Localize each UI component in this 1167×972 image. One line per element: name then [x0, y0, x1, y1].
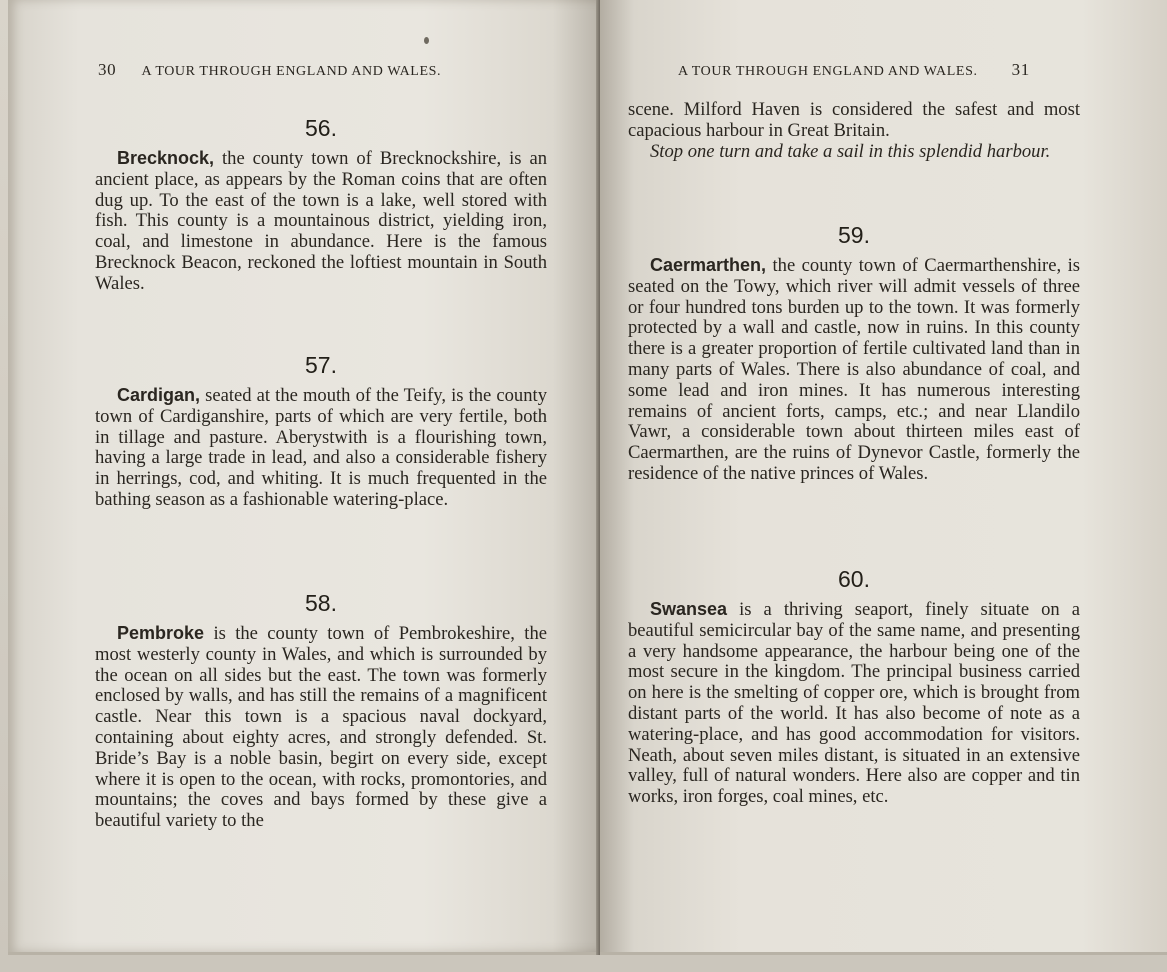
left-running-head-title: A TOUR THROUGH ENGLAND AND WALES.: [141, 64, 442, 79]
section-number: 58.: [305, 590, 337, 616]
section-number: 57.: [305, 352, 337, 378]
section-text: seated at the mouth of the Teify, is the county town of Cardiganshire, parts of which are very fertile, both in tillage and pasture. Aberystwith is a flourishing town, having a large trade in lead, and also a considerable fishery in herrings, cod, and whiting. It is much frequented in the bathing season as a fashionable watering-place.: [95, 385, 547, 510]
section-paragraph: [628, 255, 1080, 485]
section-lead: Pembroke: [117, 623, 205, 643]
section-text: is a thriving seaport, finely situate on a beautiful semicircular bay of the same name, and presenting a very handsome appearance, the harbour being one of the most secure in the kingdom. The principal business carried on here is the smelting of copper ore, which is brought from distant parts of the world. It has also become of note as a watering-place, and has good accommodation for visitors. Neath, about seven miles distant, is situated in an extensive valley, full of natural wonders. Here also are copper and tin works, iron forges, coal mines, etc.: [628, 599, 1080, 808]
right-page-number: 31: [1011, 60, 1030, 79]
paper-speck: [424, 37, 429, 44]
section-lead: Swansea: [650, 599, 728, 619]
continuation-block: [628, 100, 1080, 162]
section-60: [628, 566, 1080, 808]
section-lead: Cardigan,: [117, 385, 201, 405]
section-paragraph: [95, 148, 547, 295]
right-page: [600, 0, 1167, 955]
game-instruction-text: Stop one turn and take a sail in this splendid harbour.: [650, 140, 1051, 162]
section-lead: Brecknock,: [117, 148, 215, 168]
left-page-number: 30: [98, 60, 117, 79]
right-running-head-title: A TOUR THROUGH ENGLAND AND WALES.: [678, 64, 978, 79]
section-59: [628, 222, 1080, 485]
right-running-head: [678, 60, 1098, 80]
section-lead: Caermarthen,: [650, 255, 767, 275]
section-text: the county town of Brecknockshire, is an ancient place, as appears by the Roman coins that are often dug up. To the east of the town is a lake, well stored with fish. This county is a mountainous district, yielding iron, coal, and limestone in abundance. Here is the famous Brecknock Beacon, reckoned the loftiest mountain in South Wales.: [95, 148, 547, 294]
section-paragraph: [95, 385, 547, 511]
section-text: the county town of Caermarthenshire, is seated on the Towy, which river will admit vessels of three or four hundred tons burden up to the town. It was formerly protected by a wall and castle, now in ruins. In this county there is a greater proportion of fertile cultivated land than in many parts of Wales. There is also abundance of coal, and some lead and iron mines. It has numerous interesting remains of ancient forts, camps, etc.; and near Llandilo Vawr, a considerable town about thirteen miles east of Caermarthen, are the ruins of Dynevor Castle, formerly the residence of the native princes of Wales.: [628, 255, 1080, 484]
section-56: [95, 115, 547, 295]
section-number: 59.: [838, 222, 870, 248]
game-instruction: [628, 142, 1080, 163]
left-page: [8, 0, 600, 955]
left-running-head: [98, 60, 518, 80]
section-58: [95, 590, 547, 832]
section-paragraph: [628, 599, 1080, 808]
section-paragraph: [95, 623, 547, 832]
section-number: 60.: [838, 566, 870, 592]
continuation-text: scene. Milford Haven is considered the safest and most capacious harbour in Great Britain.: [628, 99, 1080, 141]
section-57: [95, 352, 547, 511]
section-text: is the county town of Pembrokeshire, the most westerly county in Wales, and which is surrounded by the ocean on all sides but the east. The town was formerly enclosed by walls, and has still the remains of a magnificent castle. Near this town is a spacious naval dockyard, containing about eighty acres, and strongly defended. St. Bride’s Bay is a noble basin, begirt on every side, except where it is open to the ocean, with rocks, promontories, and mountains; the coves and bays formed by these give a beautiful variety to the: [95, 623, 547, 832]
section-number: 56.: [305, 115, 337, 141]
